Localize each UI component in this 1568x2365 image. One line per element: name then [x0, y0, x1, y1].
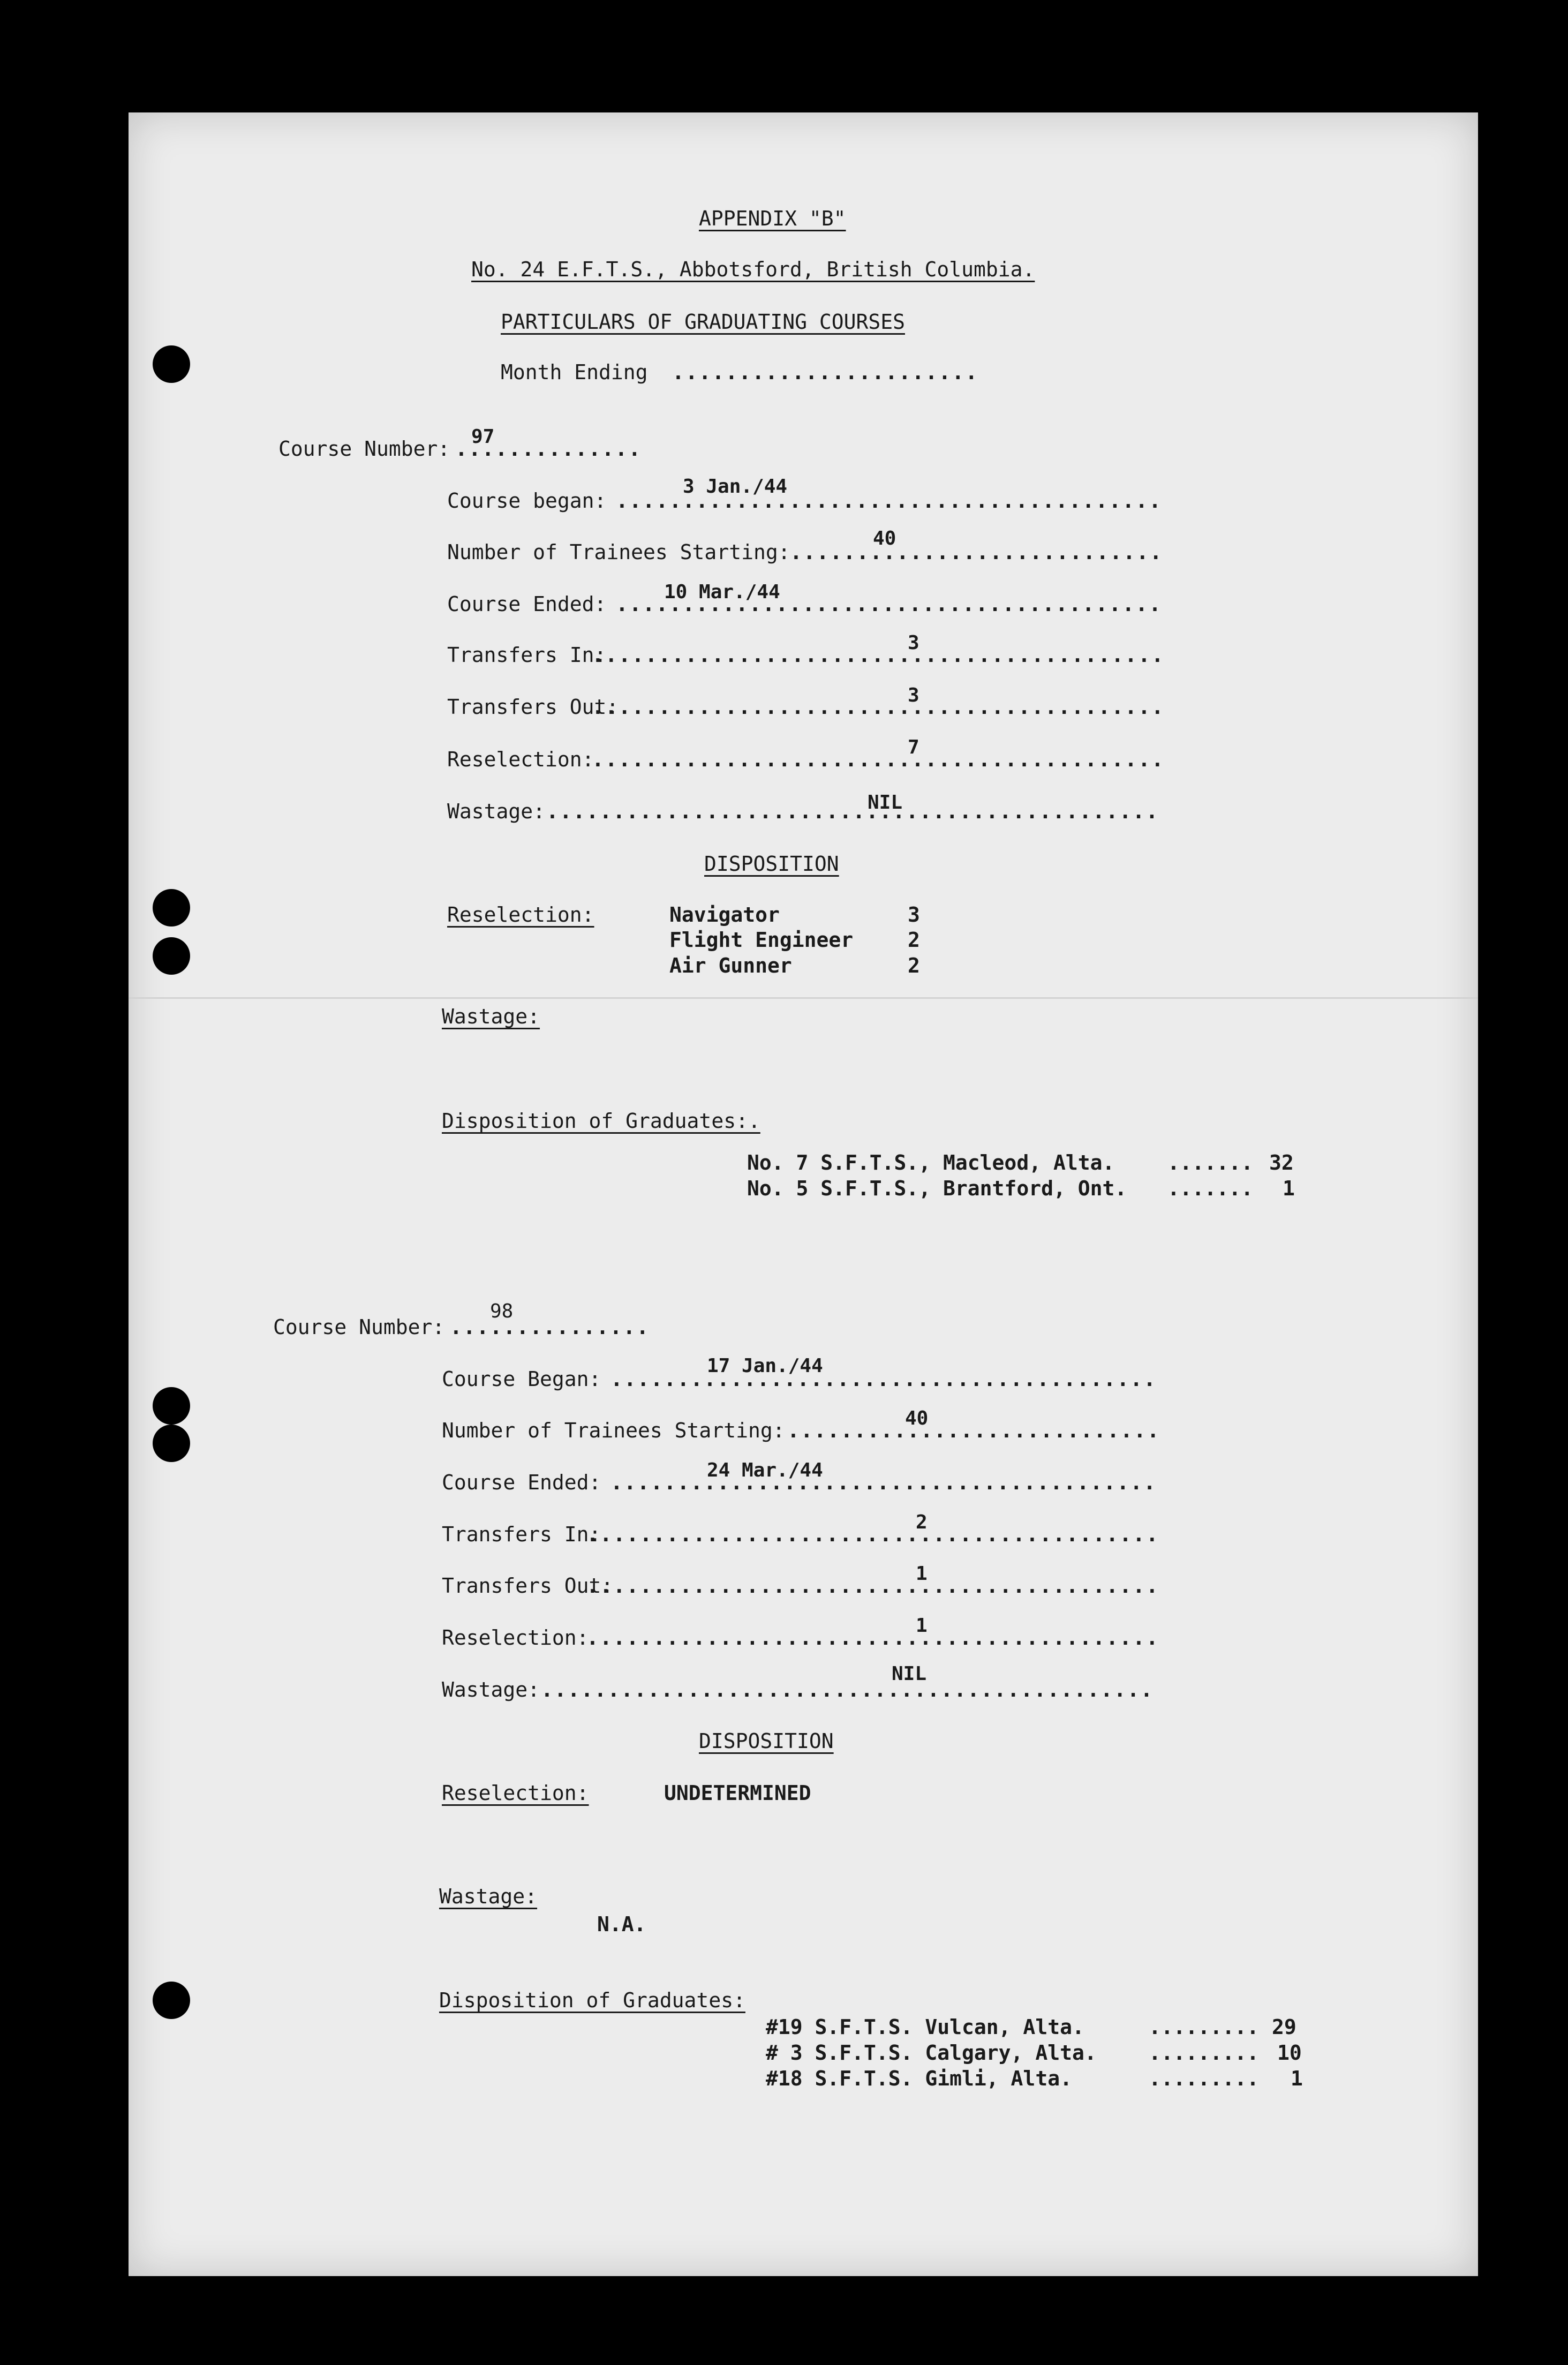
dot-leader [450, 1315, 648, 1339]
graduate-dots: ....... [1167, 1177, 1254, 1200]
transfers-out-value: 1 [916, 1563, 928, 1585]
wastage-value-na: N.A. [597, 1912, 646, 1936]
graduate-destination: No. 5 S.F.T.S., Brantford, Ont. [747, 1177, 1127, 1200]
dot-leader [546, 799, 1162, 824]
dot-leader [586, 1522, 1157, 1547]
graduate-destination: # 3 S.F.T.S. Calgary, Alta. [766, 2041, 1097, 2065]
reselection-label: Reselection: [442, 1626, 589, 1650]
reselection-value: 7 [908, 736, 919, 758]
dot-leader [610, 1367, 1157, 1391]
appendix-heading: APPENDIX "B" [699, 207, 846, 230]
dot-leader [541, 1677, 1157, 1702]
punch-hole [153, 1425, 190, 1462]
graduates-subheading: Disposition of Graduates: [439, 1989, 745, 2012]
reselection-role: Flight Engineer [669, 928, 854, 952]
transfers-out-label: Transfers Out: [442, 1574, 614, 1598]
page-title: PARTICULARS OF GRADUATING COURSES [501, 310, 905, 334]
course-number-value: 98 [490, 1300, 514, 1322]
trainees-starting-value: 40 [873, 528, 896, 549]
graduate-destination: No. 7 S.F.T.S., Macleod, Alta. [747, 1151, 1115, 1174]
dot-leader [592, 695, 1162, 719]
punch-hole [153, 1982, 190, 2019]
course-number-label: Course Number: [278, 437, 450, 461]
trainees-starting-value: 40 [905, 1407, 929, 1429]
reselection-value: 1 [916, 1615, 928, 1637]
course-began-value: 17 Jan./44 [707, 1355, 823, 1377]
punch-hole [153, 345, 190, 383]
reselection-count: 2 [908, 954, 920, 977]
course-ended-label: Course Ended: [442, 1471, 601, 1494]
course-ended-value: 10 Mar./44 [664, 581, 780, 603]
graduate-dots: ......... [1149, 2067, 1259, 2090]
graduate-count: 29 [1272, 2015, 1296, 2039]
dot-leader [790, 540, 1162, 564]
dot-leader [586, 1625, 1157, 1650]
graduates-subheading: Disposition of Graduates:. [442, 1109, 760, 1133]
reselection-subheading: Reselection: [442, 1781, 589, 1805]
trainees-starting-label: Number of Trainees Starting: [447, 540, 790, 564]
dot-leader [586, 1573, 1157, 1598]
course-began-label: Course began: [447, 489, 607, 513]
wastage-label: Wastage: [442, 1678, 540, 1701]
graduate-dots: ....... [1167, 1151, 1254, 1174]
reselection-count: 2 [908, 928, 920, 952]
page-fold-line [129, 997, 1478, 999]
graduate-destination: #19 S.F.T.S. Vulcan, Alta. [766, 2015, 1084, 2039]
graduate-destination: #18 S.F.T.S. Gimli, Alta. [766, 2067, 1072, 2090]
dot-leader [787, 1418, 1157, 1443]
course-began-label: Course Began: [442, 1367, 601, 1391]
dot-leader [592, 643, 1162, 667]
disposition-heading: DISPOSITION [699, 1729, 834, 1753]
course-number-label: Course Number: [273, 1315, 445, 1339]
reselection-role: Air Gunner [669, 954, 792, 977]
disposition-heading: DISPOSITION [704, 852, 839, 876]
graduate-count: 32 [1269, 1151, 1294, 1174]
transfers-out-value: 3 [908, 684, 919, 706]
course-ended-label: Course Ended: [447, 592, 607, 616]
graduate-count: 1 [1291, 2067, 1303, 2090]
course-ended-value: 24 Mar./44 [707, 1459, 823, 1481]
wastage-value: NIL [868, 792, 903, 814]
course-began-value: 3 Jan./44 [683, 476, 788, 498]
punch-hole [153, 937, 190, 975]
dot-leader [610, 1470, 1157, 1495]
graduate-count: 10 [1277, 2041, 1302, 2065]
unit-heading: No. 24 E.F.T.S., Abbotsford, British Columbia. [471, 258, 1035, 281]
wastage-subheading: Wastage: [439, 1885, 538, 1908]
punch-hole [153, 1387, 190, 1425]
trainees-starting-label: Number of Trainees Starting: [442, 1419, 785, 1442]
reselection-label: Reselection: [447, 748, 594, 771]
wastage-value: NIL [892, 1663, 927, 1685]
transfers-out-label: Transfers Out: [447, 695, 619, 719]
graduate-dots: ......... [1149, 2015, 1259, 2039]
transfers-in-label: Transfers In: [447, 643, 607, 667]
reselection-value-undetermined: UNDETERMINED [664, 1781, 811, 1805]
graduate-count: 1 [1283, 1177, 1295, 1200]
transfers-in-value: 3 [908, 632, 919, 654]
punch-hole [153, 889, 190, 927]
transfers-in-value: 2 [916, 1511, 928, 1533]
reselection-subheading: Reselection: [447, 903, 594, 927]
graduate-dots: ......... [1149, 2041, 1259, 2065]
course-number-value: 97 [471, 426, 495, 448]
wastage-subheading: Wastage: [442, 1005, 540, 1028]
wastage-label: Wastage: [447, 800, 546, 823]
month-ending-label: Month Ending [501, 360, 648, 384]
reselection-role: Navigator [669, 903, 780, 927]
dot-leader [592, 747, 1162, 772]
reselection-count: 3 [908, 903, 920, 927]
dot-leader [672, 360, 983, 385]
transfers-in-label: Transfers In: [442, 1523, 601, 1546]
